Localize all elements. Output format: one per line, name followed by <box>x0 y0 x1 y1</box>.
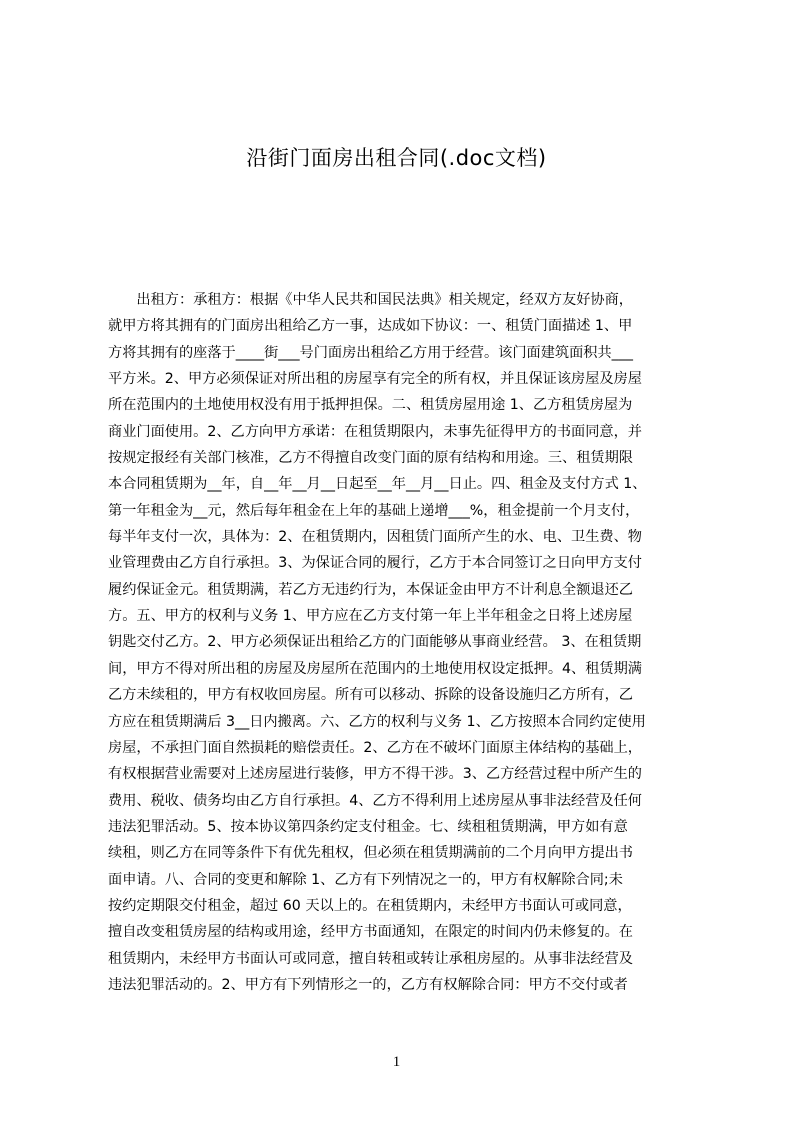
text-line: 商业门面使用。2、乙方向甲方承诺：在租赁期限内，未事先征得甲方的书面同意，并 <box>108 423 642 440</box>
text-line: 业管理费由乙方自行承担。3、为保证合同的履行，乙方于本合同签订之日向甲方支付 <box>108 555 642 572</box>
text-line: 就甲方将其拥有的门面房出租给乙方一事，达成如下协议：一、租赁门面描述 1、甲 <box>108 318 633 335</box>
text-line: 有权根据营业需要对上述房屋进行装修，甲方不得干涉。3、乙方经营过程中所产生的 <box>108 766 642 783</box>
text-line: 乙方未续租的，甲方有权收回房屋。所有可以移动、拆除的设备设施归乙方所有，乙 <box>108 687 633 704</box>
text-line: 方。五、甲方的权利与义务 1、甲方应在乙方支付第一年上半年租金之日将上述房屋 <box>108 608 633 625</box>
contract-body <box>108 287 698 998</box>
text-line: 违法犯罪活动。5、按本协议第四条约定支付租金。七、续租租赁期满，甲方如有意 <box>108 818 628 835</box>
text-line: 违法犯罪活动的。2、甲方有下列情形之一的，乙方有权解除合同：甲方不交付或者 <box>108 976 628 993</box>
text-line: 平方米。2、甲方必须保证对所出租的房屋享有完全的所有权，并且保证该房屋及房屋 <box>108 371 642 388</box>
text-line: 面申请。八、合同的变更和解除 1、乙方有下列情况之一的，甲方有权解除合同;未 <box>108 871 623 888</box>
text-line: 方将其拥有的座落于____街___号门面房出租给乙方用于经营。该门面建筑面积共___ <box>108 344 633 361</box>
text-line: 履约保证金元。租赁期满，若乙方无违约行为，本保证金由甲方不计利息全额退还乙 <box>108 581 633 598</box>
text-line: 按规定报经有关部门核准，乙方不得擅自改变门面的原有结构和用途。三、租赁期限 <box>108 450 633 467</box>
text-line: 间，甲方不得对所出租的房屋及房屋所在范围内的土地使用权设定抵押。4、租赁期满 <box>108 660 642 677</box>
text-line: 擅自改变租赁房屋的结构或用途，经甲方书面通知，在限定的时间内仍未修复的。在 <box>108 924 633 941</box>
text-line: 每半年支付一次，具体为：2、在租赁期内，因租赁门面所产生的水、电、卫生费、物 <box>108 529 642 546</box>
text-line: 费用、税收、债务均由乙方自行承担。4、乙方不得利用上述房屋从事非法经营及任何 <box>108 792 642 809</box>
text-line: 租赁期内，未经甲方书面认可或同意，擅自转租或转让承租房屋的。从事非法经营及 <box>108 950 633 967</box>
text-line: 所在范围内的土地使用权没有用于抵押担保。二、租赁房屋用途 1、乙方租赁房屋为 <box>108 397 633 414</box>
page-number: 1 <box>392 1054 401 1070</box>
text-line: 方应在租赁期满后 3__日内搬离。六、乙方的权利与义务 1、乙方按照本合同约定使用 <box>108 713 646 730</box>
text-line: 第一年租金为__元，然后每年租金在上年的基础上递增___%，租金提前一个月支付， <box>108 502 640 519</box>
text-line: 按约定期限交付租金，超过 60 天以上的。在租赁期内，未经甲方书面认可或同意， <box>108 897 632 914</box>
text-line: 钥匙交付乙方。2、甲方必须保证出租给乙方的门面能够从事商业经营。 3、在租赁期 <box>108 634 642 651</box>
text-line: 续租，则乙方在同等条件下有优先租权，但必须在租赁期满前的二个月向甲方提出书 <box>108 845 633 862</box>
text-line: 出租方：承租方：根据《中华人民共和国民法典》相关规定，经双方友好协商， <box>108 292 633 308</box>
text-line: 本合同租赁期为__年，自__年__月__日起至__年__月__日止。四、租金及支付方式 1、 <box>108 476 647 493</box>
document-title: 沿街门面房出租合同(.doc文档) <box>246 146 547 170</box>
text-line: 房屋，不承担门面自然损耗的赔偿责任。2、乙方在不破坏门面原主体结构的基础上， <box>108 739 642 756</box>
